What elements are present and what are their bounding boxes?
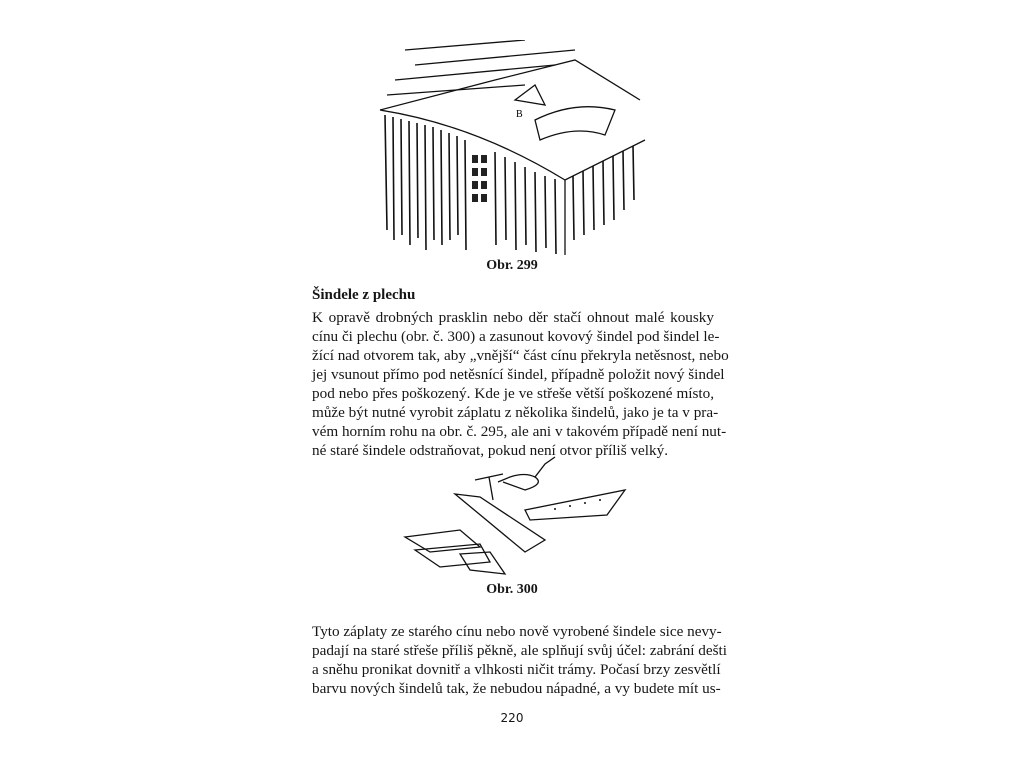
text-line: né staré šindele odstraňovat, pokud není otvor příliš velký.	[312, 442, 668, 459]
text-line: pod nebo přes poškozený. Kde je ve střeše větší poškozené místo,	[312, 385, 714, 402]
section-heading: Šindele z plechu	[312, 287, 416, 303]
text-line: a sněhu pronikat dovnitř a vlhkosti ničit trámy. Počasí brzy zesvětlí	[312, 661, 721, 678]
roof-shingle-illustration	[375, 40, 650, 260]
text-line: může být nutné vyrobit záplatu z několika šindelů, jako je ta v pra-	[312, 404, 719, 421]
text-line: žící nad otvorem tak, aby „vnější“ část cínu překryla netěsnost, nebo	[312, 347, 729, 364]
figure-300-caption: Obr. 300	[486, 582, 538, 597]
figure-299-caption: Obr. 299	[486, 258, 538, 273]
text-line: Tyto záplaty ze starého cínu nebo nově vyrobené šindele sice nevy-	[312, 623, 722, 640]
text-line: vém horním rohu na obr. č. 295, ale ani v takovém případě není nut-	[312, 423, 727, 440]
text-line: barvu nových šindelů tak, že nebudou nápadné, a vy budete mít us-	[312, 680, 721, 697]
hammer-patch-illustration	[385, 452, 635, 577]
paragraph-1	[312, 308, 729, 460]
figure-label-b: B	[516, 109, 523, 120]
paragraph-2	[312, 622, 727, 698]
text-line: jej vsunout přímo pod netěsnící šindel, případně položit nový šindel	[312, 366, 725, 383]
page-number: 220	[500, 711, 524, 725]
text-line: K opravě drobných prasklin nebo děr stačí ohnout malé kousky	[312, 309, 714, 326]
text-line: padají na staré střeše příliš pěkně, ale splňují svůj účel: zabrání dešti	[312, 642, 727, 659]
text-line: cínu či plechu (obr. č. 300) a zasunout kovový šindel pod šindel le-	[312, 328, 720, 345]
